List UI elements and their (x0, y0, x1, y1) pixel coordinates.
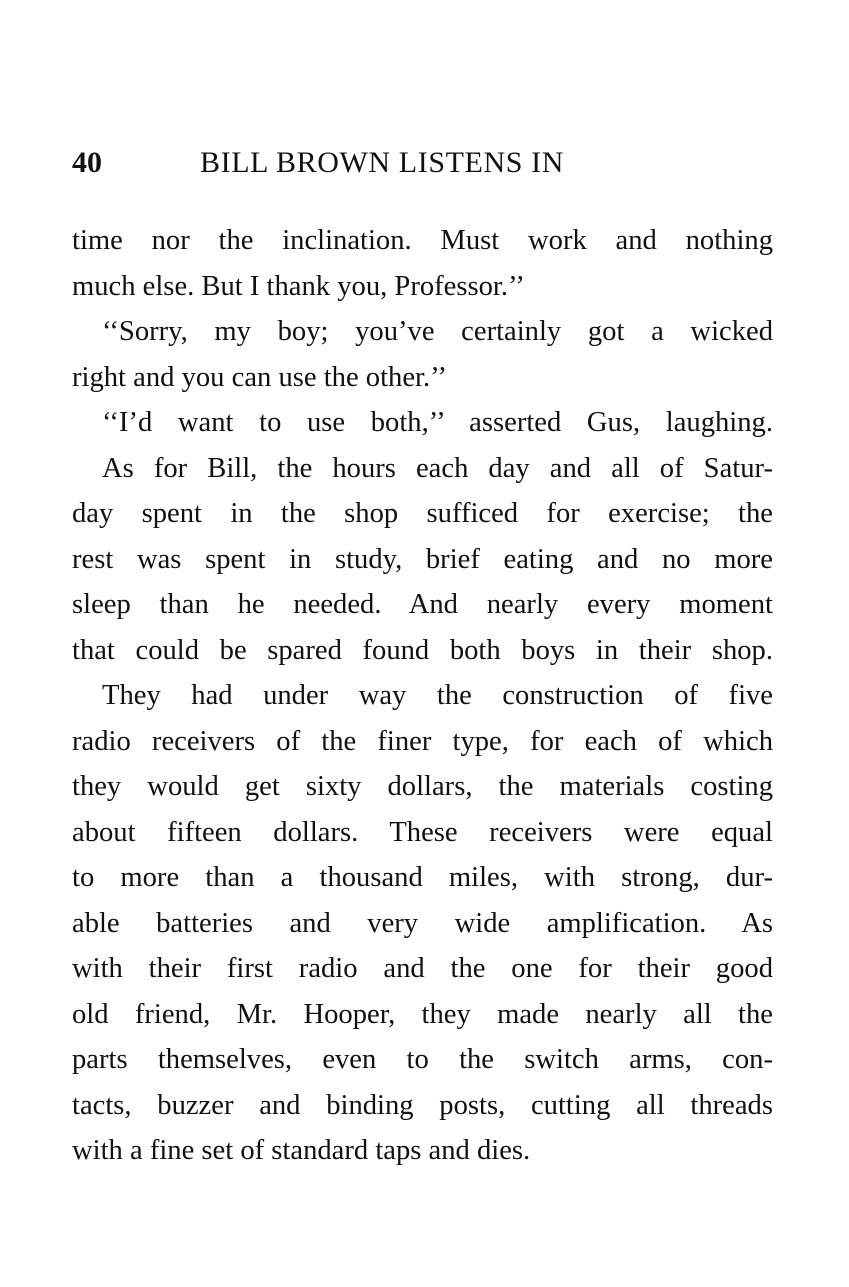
text-line: As for Bill, the hours each day and all of Satur- (102, 452, 773, 484)
text-line: much else. But I thank you, Professor.’’ (72, 270, 525, 302)
text-line: day spent in the shop sufficed for exercise; the (72, 498, 773, 529)
text-line: radio receivers of the finer type, for each of which (72, 725, 773, 757)
text-line: They had under way the construction of five (102, 680, 773, 711)
text-line: ‘‘Sorry, my boy; you’ve certainly got a wicked (102, 316, 773, 347)
running-head (72, 141, 772, 185)
text-line: with a fine set of standard taps and dies. (72, 1135, 531, 1166)
text-line: ‘‘I’d want to use both,’’ asserted Gus, laughing. (102, 407, 773, 438)
text-line: rest was spent in study, brief eating and no more (72, 543, 773, 575)
text-line: they would get sixty dollars, the materials costing (72, 771, 773, 802)
text-line: that could be spared found both boys in their shop. (72, 634, 773, 666)
text-line: sleep than he needed. And nearly every moment (72, 589, 773, 620)
text-line: able batteries and very wide amplification. As (72, 907, 773, 939)
text-line: right and you can use the other.’’ (72, 361, 448, 393)
page-number: 40 (72, 146, 102, 179)
text-line: parts themselves, even to the switch arms, con- (72, 1044, 773, 1075)
text-line: old friend, Mr. Hooper, they made nearly all the (72, 998, 773, 1030)
body-text (72, 218, 773, 1174)
text-line: tacts, buzzer and binding posts, cutting all threads (72, 1089, 773, 1121)
text-line: with their first radio and the one for their good (72, 953, 773, 984)
book-title: BILL BROWN LISTENS IN (200, 146, 564, 179)
text-line: time nor the inclination. Must work and nothing (72, 225, 773, 256)
text-line: to more than a thousand miles, with strong, dur- (72, 862, 773, 893)
text-line: about fifteen dollars. These receivers were equal (72, 816, 773, 848)
